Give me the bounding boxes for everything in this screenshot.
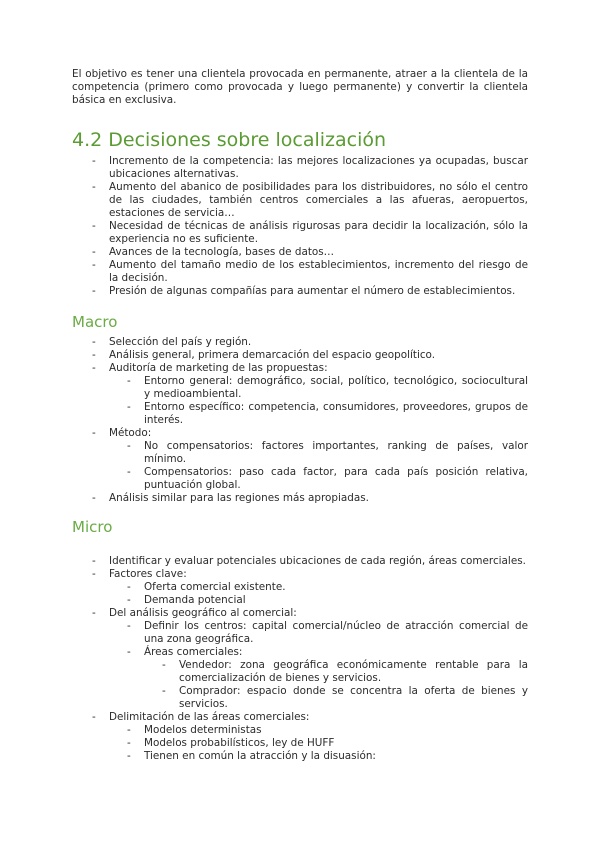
list-item: - Definir los centros: capital comercial/núcleo de atracción comercial de una zona geográfica.: [127, 620, 528, 646]
list-item: - Análisis similar para las regiones más apropiadas.: [92, 492, 528, 505]
list-item-label: Factores clave:: [109, 568, 187, 580]
list-item-label: Del análisis geográfico al comercial:: [109, 607, 297, 619]
list-item: - Vendedor: zona geográfica económicamente rentable para la comercialización de bienes y servicios.: [162, 659, 528, 685]
macro-list: [92, 336, 528, 505]
list-item: - Aumento del tamaño medio de los establecimientos, incremento del riesgo de la decisión.: [92, 259, 528, 285]
list-item: - Modelos probabilísticos, ley de HUFF: [127, 737, 528, 750]
list-item: - Oferta comercial existente.: [127, 581, 528, 594]
list-item: [92, 568, 528, 607]
list-item: - Presión de algunas compañías para aumentar el número de establecimientos.: [92, 285, 528, 298]
nested-list: [109, 440, 528, 492]
macro-heading: Macro: [72, 313, 118, 331]
list-item: - Aumento del abanico de posibilidades para los distribuidores, no sólo el centro de las ciudades, también centros comerciales a las afueras, aeropuertos, estaciones de servicia…: [92, 181, 528, 220]
list-item-label: Auditoría de marketing de las propuestas:: [109, 362, 328, 374]
localizacion-list: [92, 155, 528, 298]
list-item: [92, 362, 528, 427]
list-item: - Avances de la tecnología, bases de datos…: [92, 246, 528, 259]
list-item-label: Delimitación de las áreas comerciales:: [109, 711, 310, 723]
list-item: [92, 607, 528, 711]
list-item: - Compensatorios: paso cada factor, para cada país posición relativa, puntuación global.: [127, 466, 528, 492]
list-item: - No compensatorios: factores importantes, ranking de países, valor mínimo.: [127, 440, 528, 466]
list-item: - Comprador: espacio donde se concentra la oferta de bienes y servicios.: [162, 685, 528, 711]
list-item: [92, 427, 528, 492]
list-item: [127, 646, 528, 711]
list-item-label: Método:: [109, 427, 152, 439]
list-item: - Incremento de la competencia: las mejores localizaciones ya ocupadas, buscar ubicaciones alternativas.: [92, 155, 528, 181]
nested-list: [144, 659, 528, 711]
list-item-label: Áreas comerciales:: [144, 646, 243, 658]
list-item: - Demanda potencial: [127, 594, 528, 607]
nested-list: [109, 581, 528, 607]
section-heading-4-2: 4.2 Decisiones sobre localización: [72, 129, 387, 151]
nested-list: [109, 375, 528, 427]
list-item: - Tienen en común la atracción y la disuasión:: [127, 750, 528, 763]
nested-list: [109, 724, 528, 763]
nested-list: [109, 620, 528, 711]
micro-list: [92, 555, 528, 763]
list-item: - Entorno específico: competencia, consumidores, proveedores, grupos de interés.: [127, 401, 528, 427]
list-item: - Modelos deterministas: [127, 724, 528, 737]
list-item: - Selección del país y región.: [92, 336, 528, 349]
micro-heading: Micro: [72, 518, 113, 536]
list-item: - Análisis general, primera demarcación del espacio geopolítico.: [92, 349, 528, 362]
list-item: - Entorno general: demográfico, social, político, tecnológico, sociocultural y medioambiental.: [127, 375, 528, 401]
list-item: - Necesidad de técnicas de análisis rigurosas para decidir la localización, sólo la experiencia no es suficiente.: [92, 220, 528, 246]
list-item: - Identificar y evaluar potenciales ubicaciones de cada región, áreas comerciales.: [92, 555, 528, 568]
intro-paragraph: El objetivo es tener una clientela provocada en permanente, atraer a la clientela de la competencia (primero como provocada y luego permanente) y convertir la clientela básica en exclusiva.: [72, 68, 528, 106]
list-item: [92, 711, 528, 763]
